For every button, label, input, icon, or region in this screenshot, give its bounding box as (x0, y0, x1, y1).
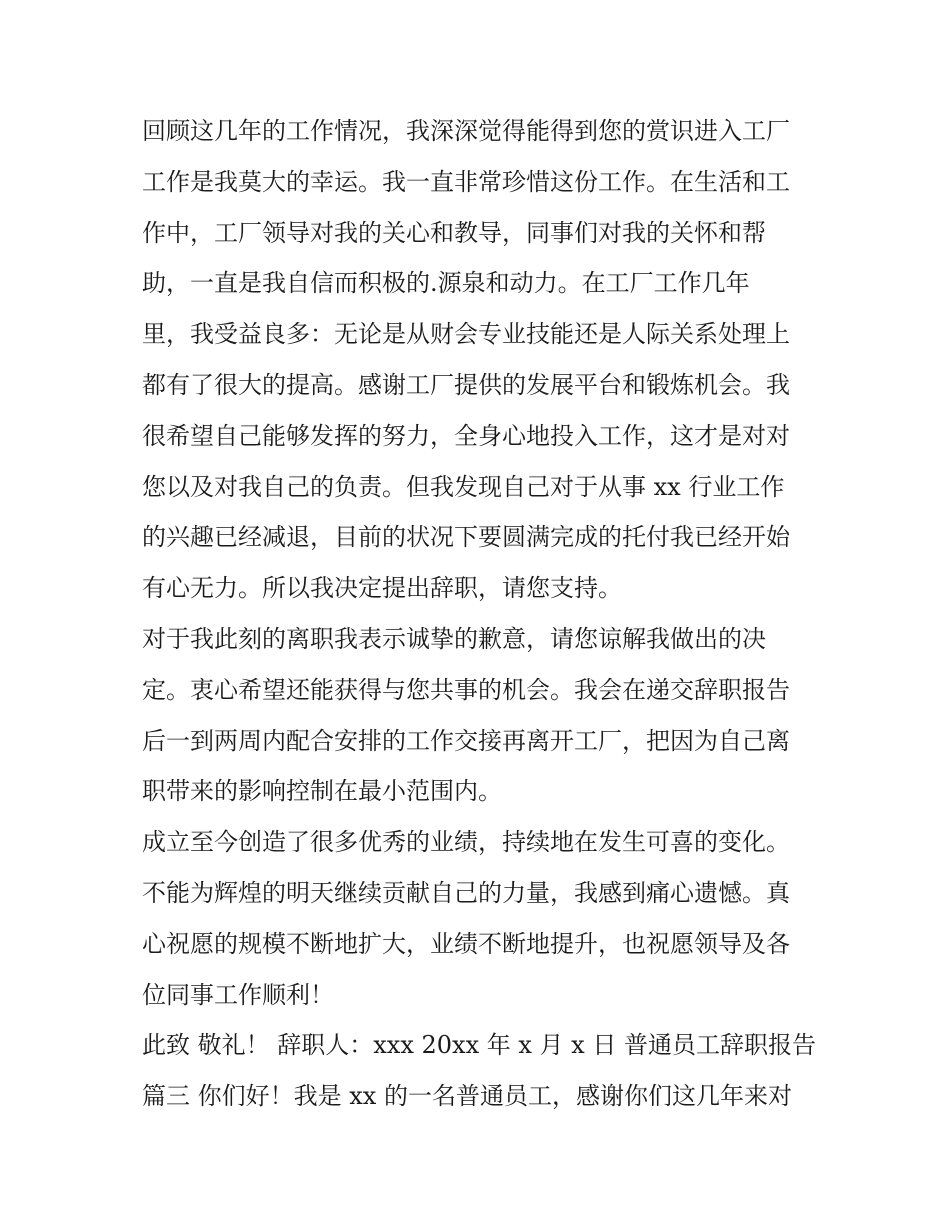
text-line: 有心无力。所以我决定提出辞职，请您支持。 (142, 574, 622, 603)
text-line: 心祝愿的规模不断地扩大，业绩不断地提升，也祝愿领导及各 (142, 929, 790, 958)
text-line: 位同事工作顺利！ (142, 980, 334, 1009)
text-line: 的兴趣已经减退，目前的状况下要圆满完成的托付我已经开始 (142, 523, 790, 552)
text-line: 此致 敬礼！ 辞职人：xxx 20xx 年 x 月 x 日 普通员工辞职报告 (142, 1031, 816, 1060)
text-line: 里，我受益良多：无论是从财会专业技能还是人际关系处理上 (142, 320, 790, 349)
document-body (142, 106, 822, 1122)
text-line: 后一到两周内配合安排的工作交接再离开工厂，把因为自己离 (142, 726, 790, 755)
text-line: 都有了很大的提高。感谢工厂提供的发展平台和锻炼机会。我 (142, 370, 790, 399)
text-line: 作中，工厂领导对我的关心和教导，同事们对我的关怀和帮 (142, 218, 766, 247)
text-line: 不能为辉煌的明天继续贡献自己的力量，我感到痛心遗憾。真 (142, 878, 790, 907)
text-line: 成立至今创造了很多优秀的业绩，持续地在发生可喜的变化。 (142, 828, 790, 857)
text-line: 回顾这几年的工作情况，我深深觉得能得到您的赏识进入工厂 (142, 117, 790, 145)
text-line: 助，一直是我自信而积极的.源泉和动力。在工厂工作几年 (142, 269, 750, 298)
text-line: 对于我此刻的离职我表示诚挚的歉意，请您谅解我做出的决 (142, 624, 766, 653)
text-line: 定。衷心希望还能获得与您共事的机会。我会在递交辞职报告 (142, 675, 790, 704)
text-line: 职带来的影响控制在最小范围内。 (142, 777, 502, 806)
text-line: 很希望自己能够发挥的努力，全身心地投入工作，这才是对对 (142, 421, 790, 450)
text-line: 篇三 你们好！我是 xx 的一名普通员工，感谢你们这几年来对 (142, 1082, 792, 1111)
text-line: 您以及对我自己的负责。但我发现自己对于从事 xx 行业工作 (142, 472, 785, 501)
text-line: 工作是我莫大的幸运。我一直非常珍惜这份工作。在生活和工 (142, 167, 790, 196)
